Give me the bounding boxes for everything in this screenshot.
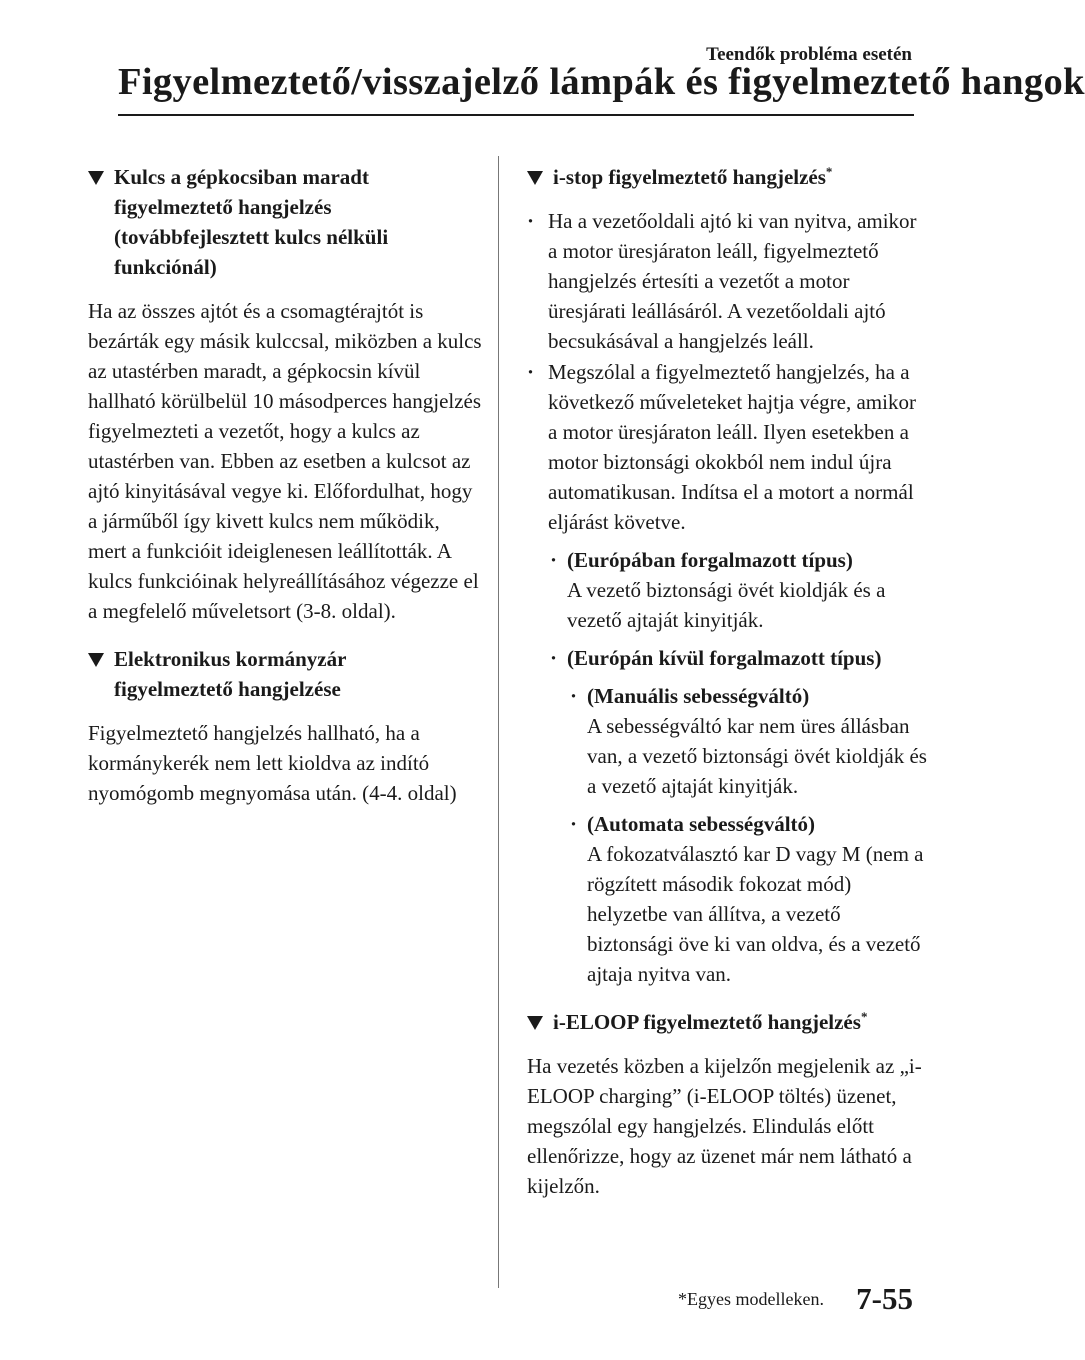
title-line: figyelmeztető hangjelzése: [114, 677, 341, 701]
triangle-marker-icon: [527, 1016, 543, 1030]
title-line: funkciónál): [114, 255, 217, 279]
title-line: (továbbfejlesztett kulcs nélküli: [114, 225, 389, 249]
asterisk-mark: *: [860, 1009, 868, 1024]
bullet-dot-icon: ·: [550, 548, 558, 572]
title-text: i-ELOOP figyelmeztető hangjelzés: [553, 1010, 861, 1034]
bullet-dot-icon: ·: [570, 684, 578, 708]
section-title: [88, 644, 483, 704]
section-body: Ha az összes ajtót és a csomagtérajtót is bezárták egy másik kulccsal, miközben a kulcs az utastérben maradt, a gépkocsin kívül hallható körülbelül 10 másodperces hangjelzés figyelmezteti a vezetőt, hogy a kulcs az utastérben van. Ebben az esetben a kulcsot az ajtó kinyitásával vegye ki. Előfordulhat, hogy a járműből így kivett kulcs nem működik, mert a funkcióit ideiglenesen leállították. A kulcs funkcióinak helyreállításához végezze el a megfelelő műveletsort (3-8. oldal).: [88, 299, 482, 623]
section-body: Figyelmeztető hangjelzés hallható, ha a kormánykerék nem lett kioldva az indító nyomógomb megnyomása után. (4-4. oldal): [88, 721, 457, 805]
sub-sub-bullet-title: (Manuális sebességváltó): [587, 684, 810, 708]
section-title: [527, 1007, 927, 1037]
page-number: 7-55: [856, 1281, 913, 1316]
sub-bullet-title: (Európában forgalmazott típus): [567, 548, 853, 572]
asterisk-mark: *: [825, 164, 833, 179]
sub-sub-bullet-text: A fokozatválasztó kar D vagy M (nem a rögzített második fokozat mód) helyzetbe van állítva, a vezető biztonsági öve ki van oldva, és a vezető ajtaja nyitva van.: [587, 842, 924, 986]
sub-sub-bullet-item: [527, 681, 927, 801]
triangle-marker-icon: [527, 171, 543, 185]
section-ieloop: [527, 1007, 927, 1201]
title-line: Elektronikus kormányzár: [114, 647, 347, 671]
section-title: [88, 162, 483, 282]
sub-sub-bullet-text: A sebességváltó kar nem üres állásban van, a vezető biztonsági övét kioldják és a vezető ajtaját kinyitják.: [587, 714, 927, 798]
section-title: [527, 162, 927, 192]
footnote: *Egyes modelleken.: [678, 1289, 824, 1309]
sub-bullet-text: A vezető biztonsági övét kioldják és a vezető ajtaját kinyitják.: [567, 578, 886, 632]
triangle-marker-icon: [88, 171, 104, 185]
bullet-dot-icon: ·: [570, 812, 578, 836]
bullet-text: Ha a vezetőoldali ajtó ki van nyitva, amikor a motor üresjáraton leáll, figyelmeztető hangjelzés értesíti a vezetőt a motor üresjárati leállásáról. A vezetőoldali ajtó becsukásával a hangjelzés leáll.: [548, 209, 917, 353]
section-istop: [527, 162, 927, 989]
section-key-left-in-vehicle: [88, 162, 483, 626]
sub-sub-bullet-title: (Automata sebességváltó): [587, 812, 816, 836]
bullet-text: Megszólal a figyelmeztető hangjelzés, ha a következő műveleteket hajtja végre, amikor a motor üresjáraton leáll. Ilyen esetekben a motor biztonsági okokból nem indul újra automatikusan. Indítsa el a motort a normál eljárást követve.: [548, 360, 916, 534]
title-line: figyelmeztető hangjelzés: [114, 195, 332, 219]
column-divider: [498, 156, 499, 1288]
section-body: Ha vezetés közben a kijelzőn megjelenik az „i-ELOOP charging” (i-ELOOP töltés) üzenet, megszólal egy hangjelzés. Elindulás előtt ellenőrizze, hogy az üzenet már nem látható a kijelzőn.: [527, 1054, 922, 1198]
right-column: [527, 162, 927, 1219]
bullet-dot-icon: ·: [527, 360, 535, 384]
left-column: [88, 162, 483, 826]
sub-bullet-item: [527, 545, 927, 635]
title-text: i-stop figyelmeztető hangjelzés: [553, 165, 826, 189]
title-line: Kulcs a gépkocsiban maradt: [114, 165, 369, 189]
page-title: Figyelmeztető/visszajelző lámpák és figyelmeztető hangok: [118, 61, 1085, 103]
sub-bullet-item: [527, 643, 927, 673]
header-rule: [118, 114, 914, 116]
sub-bullet-title: (Európán kívül forgalmazott típus): [567, 646, 882, 670]
section-steering-lock: [88, 644, 483, 808]
bullet-item: [527, 357, 927, 537]
bullet-item: [527, 206, 927, 356]
bullet-dot-icon: ·: [527, 209, 535, 233]
bullet-dot-icon: ·: [550, 646, 558, 670]
header-kicker: Teendők probléma esetén: [706, 44, 912, 65]
triangle-marker-icon: [88, 653, 104, 667]
sub-sub-bullet-item: [527, 809, 927, 989]
